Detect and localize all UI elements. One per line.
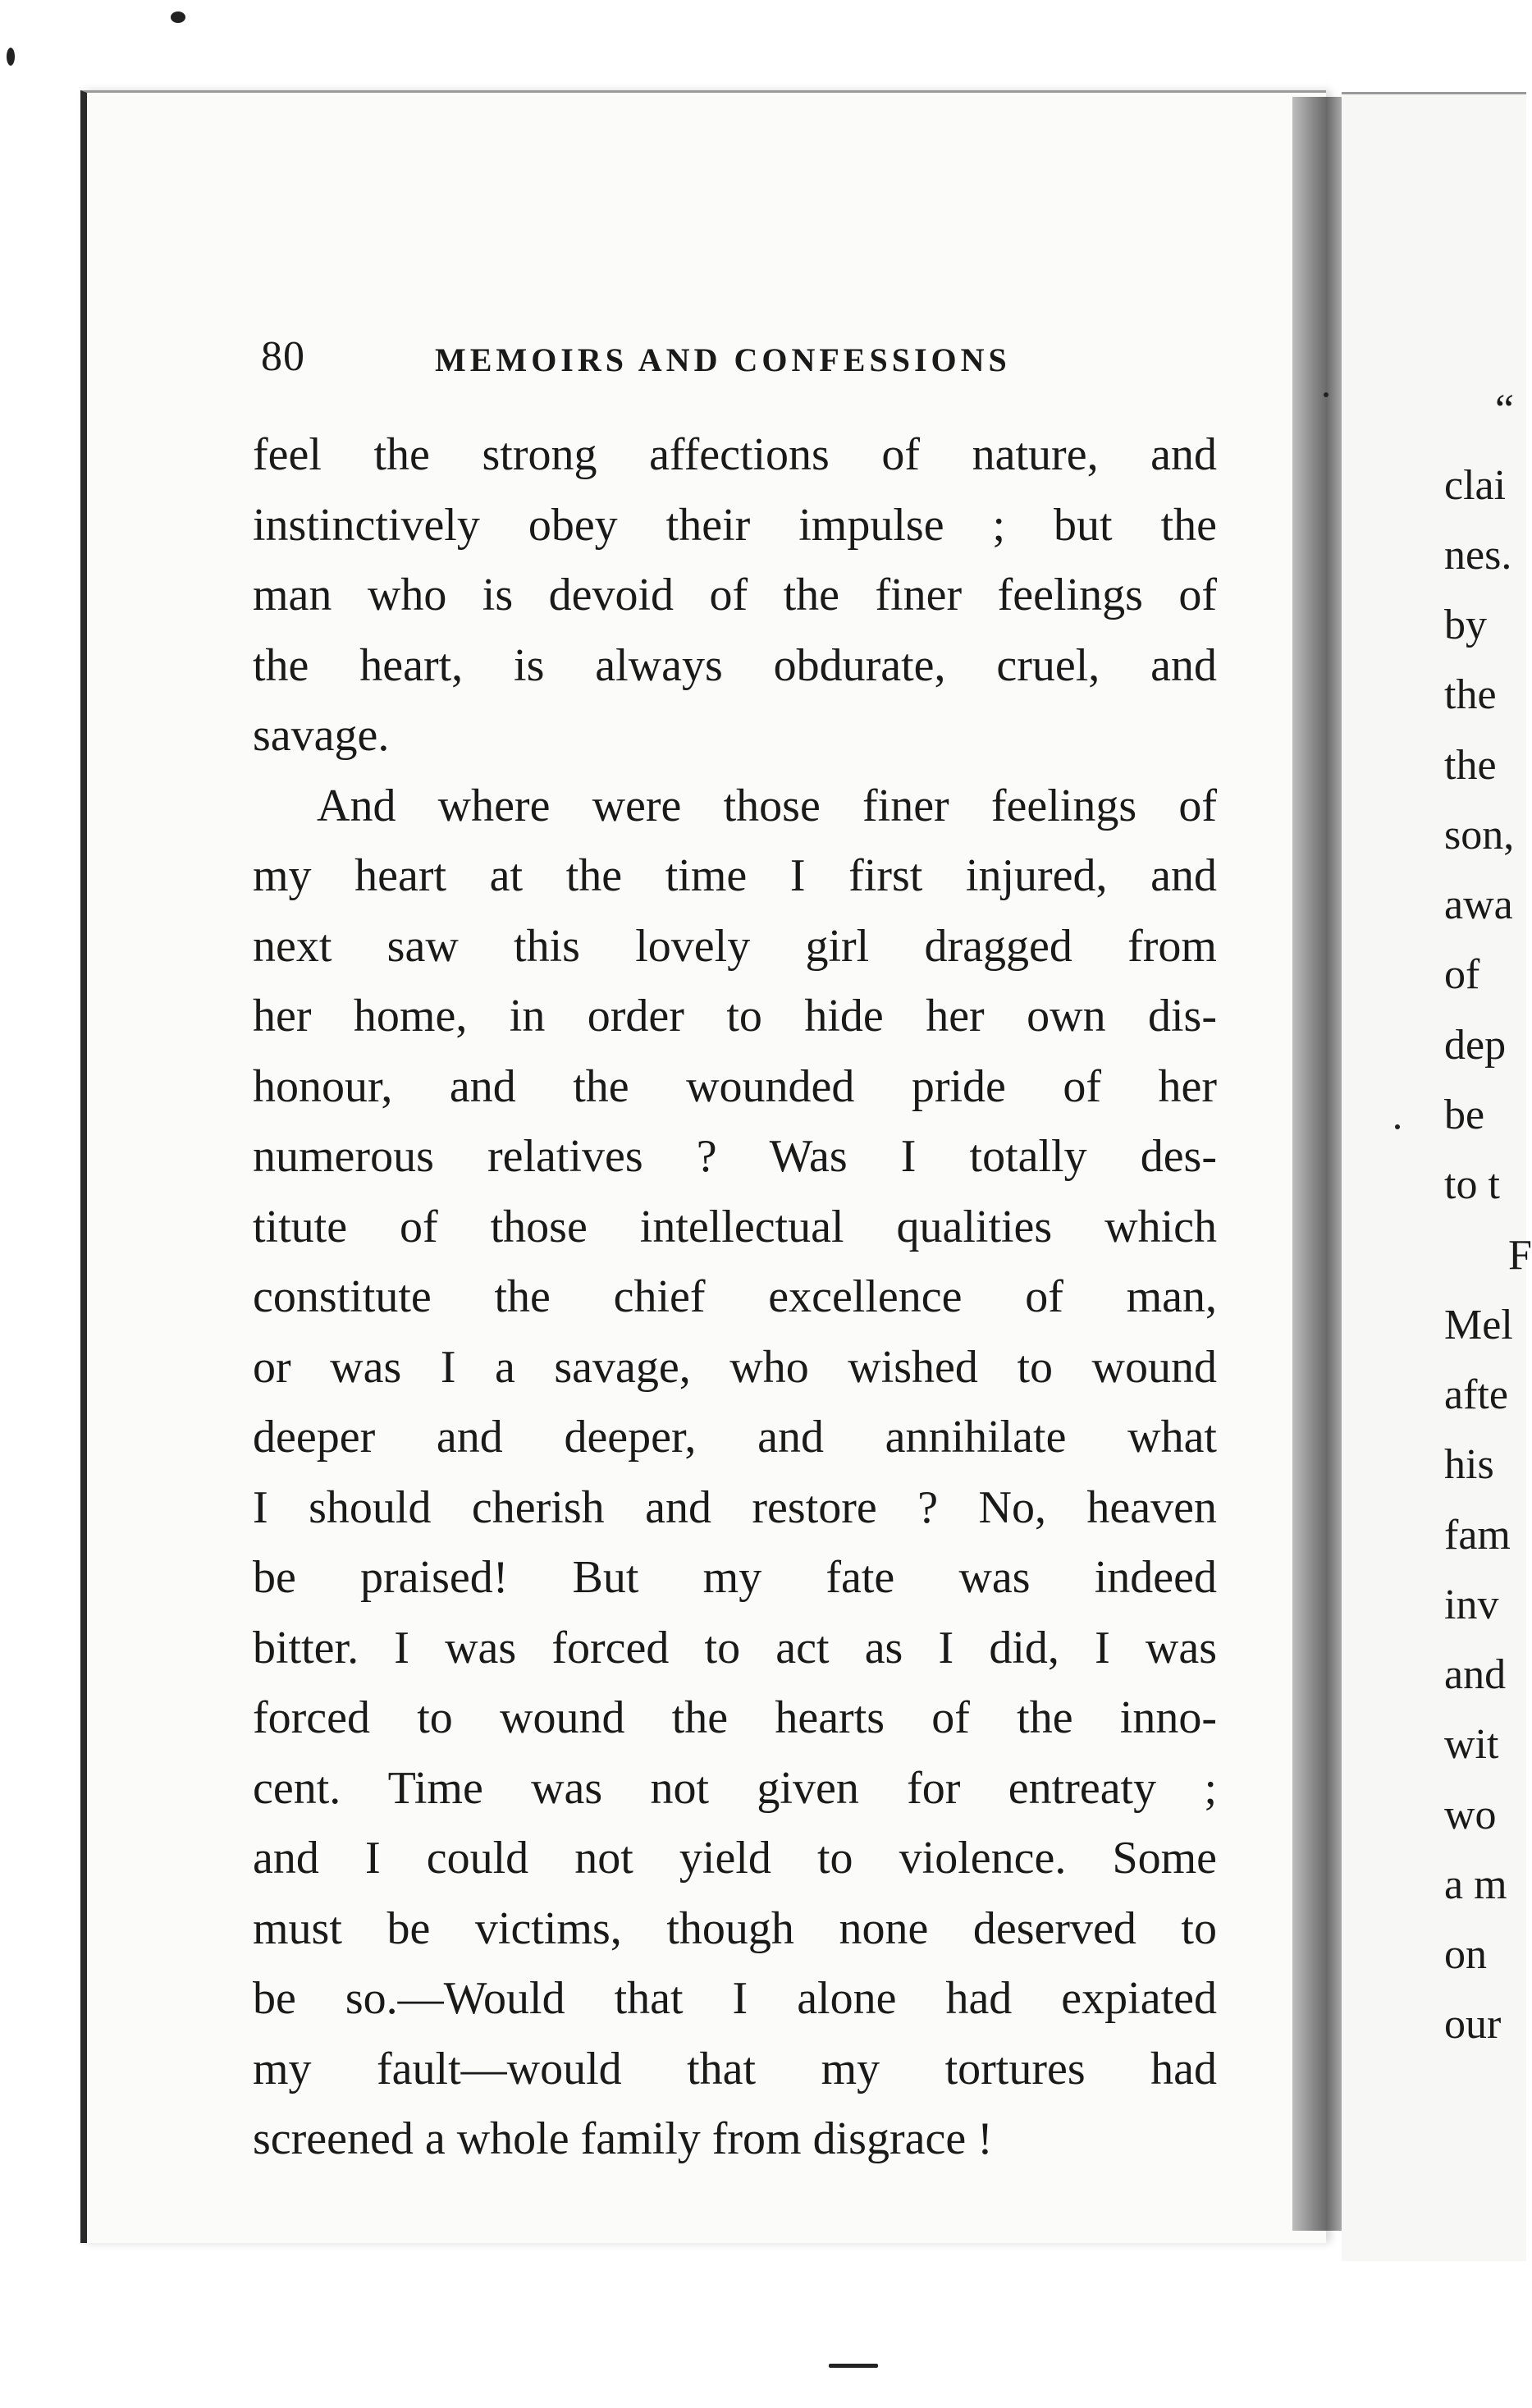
text-line: numerous relatives ? Was I totally des- (253, 1131, 1217, 1182)
facing-fragment: clai (1444, 462, 1507, 509)
facing-fragment: be (1444, 1092, 1485, 1138)
scan-speck (1395, 1124, 1400, 1129)
facing-fragment: afte (1444, 1371, 1508, 1418)
facing-fragment: nes. (1444, 532, 1512, 579)
text-line: must be victims, though none deserved to (253, 1902, 1217, 1954)
facing-fragment: our (1444, 2001, 1502, 2048)
text-line: forced to wound the hearts of the inno- (253, 1692, 1217, 1743)
page-number: 80 (261, 333, 305, 380)
text-line: screened a whole family from disgrace ! (253, 2113, 993, 2164)
text-line: next saw this lovely girl dragged from (253, 920, 1217, 972)
facing-fragment: on (1444, 1931, 1487, 1978)
facing-fragment: by (1444, 602, 1487, 648)
text-line: my fault—would that my tortures had (253, 2043, 1217, 2094)
text-line: constitute the chief excellence of man, (253, 1271, 1217, 1322)
body-text (253, 420, 1217, 2175)
facing-fragment: the (1444, 671, 1497, 718)
text-line: And where were those finer feelings of (317, 780, 1217, 831)
text-line: and I could not yield to violence. Some (253, 1833, 1217, 1884)
text-line: feel the strong affections of nature, and (253, 429, 1217, 480)
facing-fragment: Mel (1444, 1302, 1513, 1348)
text-line: honour, and the wounded pride of her (253, 1060, 1217, 1112)
scan-speck (1324, 392, 1328, 397)
facing-fragment: of (1444, 951, 1480, 998)
text-line: or was I a savage, who wished to wound (253, 1341, 1217, 1393)
text-line: cent. Time was not given for entreaty ; (253, 1762, 1217, 1814)
facing-fragment: fam (1444, 1512, 1511, 1559)
text-line: instinctively obey their impulse ; but the (253, 499, 1217, 551)
facing-fragment: awa (1444, 881, 1513, 928)
facing-fragment: son, (1444, 812, 1515, 858)
facing-fragment: wit (1444, 1721, 1499, 1768)
facing-fragment: dep (1444, 1022, 1507, 1069)
facing-fragment: his (1444, 1441, 1494, 1488)
book-gutter (1292, 97, 1342, 2231)
text-line: bitter. I was forced to act as I did, I was (253, 1622, 1217, 1673)
facing-fragment: inv (1444, 1582, 1499, 1628)
facing-fragment: the (1444, 742, 1497, 789)
text-line: savage. (253, 710, 390, 761)
scan-speck (829, 2364, 878, 2368)
page-header (261, 328, 1082, 386)
facing-fragment: “ (1495, 387, 1515, 433)
facing-fragment: and (1444, 1651, 1507, 1698)
running-head: MEMOIRS AND CONFESSIONS (435, 341, 1011, 378)
facing-fragment: wo (1444, 1792, 1497, 1838)
text-line: be praised! But my fate was indeed (253, 1552, 1217, 1603)
text-line: the heart, is always obdurate, cruel, and (253, 639, 1217, 691)
facing-fragment: a m (1444, 1861, 1507, 1908)
scan-speck (171, 11, 185, 23)
text-line: titute of those intellectual qualities which (253, 1201, 1217, 1252)
text-line: I should cherish and restore ? No, heaven (253, 1481, 1217, 1533)
scan-speck (7, 48, 15, 66)
facing-fragment: to t (1444, 1161, 1500, 1208)
text-line: deeper and deeper, and annihilate what (253, 1412, 1217, 1463)
text-line: her home, in order to hide her own dis- (253, 991, 1217, 1041)
text-line: man who is devoid of the finer feelings of (253, 570, 1217, 620)
text-line: my heart at the time I first injured, and (253, 850, 1217, 901)
text-line: be so.—Would that I alone had expiated (253, 1973, 1217, 2024)
facing-fragment: F (1508, 1232, 1532, 1279)
